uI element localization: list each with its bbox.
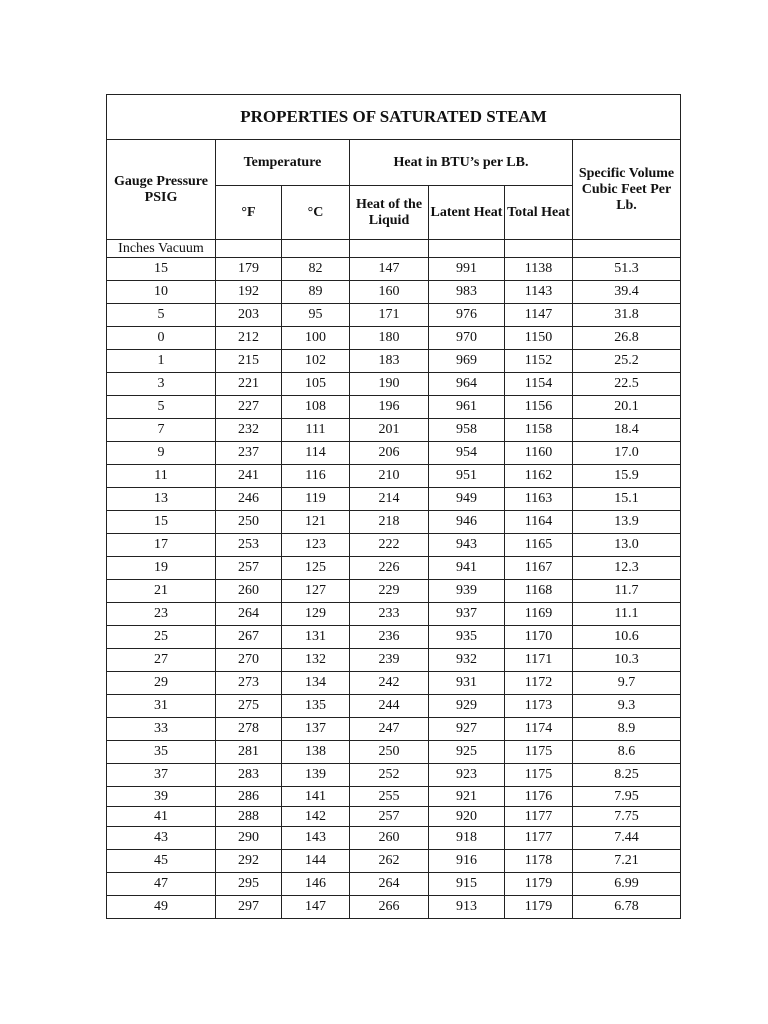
specific-volume-cell: 11.1 (573, 603, 681, 626)
latent-heat-cell: 961 (429, 396, 505, 419)
latent-heat-cell: 921 (429, 787, 505, 807)
celsius-header: °C (282, 186, 350, 240)
gauge-pressure-cell: 3 (107, 373, 216, 396)
fahrenheit-header: °F (216, 186, 282, 240)
temp-f-cell: 253 (216, 534, 282, 557)
latent-heat-cell: 946 (429, 511, 505, 534)
temp-f-cell: 292 (216, 850, 282, 873)
total-heat-cell: 1177 (505, 807, 573, 827)
table-row (107, 827, 681, 850)
table-title: PROPERTIES OF SATURATED STEAM (107, 95, 681, 140)
heat-of-liquid-cell: 226 (350, 557, 429, 580)
specific-volume-cell: 7.75 (573, 807, 681, 827)
total-heat-cell: 1179 (505, 873, 573, 896)
table-row (107, 534, 681, 557)
gauge-pressure-cell: 25 (107, 626, 216, 649)
temp-f-cell: 215 (216, 350, 282, 373)
table-row (107, 718, 681, 741)
total-heat-cell: 1167 (505, 557, 573, 580)
table-row (107, 764, 681, 787)
latent-heat-cell: 931 (429, 672, 505, 695)
temp-c-cell: 95 (282, 304, 350, 327)
latent-heat-cell: 913 (429, 896, 505, 919)
specific-volume-cell: 15.9 (573, 465, 681, 488)
latent-heat-cell: 976 (429, 304, 505, 327)
gauge-pressure-cell: 1 (107, 350, 216, 373)
total-heat-cell: 1138 (505, 258, 573, 281)
temp-c-cell: 141 (282, 787, 350, 807)
gauge-pressure-cell: 47 (107, 873, 216, 896)
temp-c-cell: 89 (282, 281, 350, 304)
temp-f-cell: 270 (216, 649, 282, 672)
temp-c-cell: 125 (282, 557, 350, 580)
table-row (107, 787, 681, 807)
heat-of-liquid-cell: 222 (350, 534, 429, 557)
heat-of-liquid-cell: 214 (350, 488, 429, 511)
latent-heat-cell: 964 (429, 373, 505, 396)
total-heat-cell: 1175 (505, 764, 573, 787)
specific-volume-cell: 7.95 (573, 787, 681, 807)
temp-c-cell: 138 (282, 741, 350, 764)
temp-c-cell: 142 (282, 807, 350, 827)
heat-of-liquid-cell: 201 (350, 419, 429, 442)
temp-f-cell: 288 (216, 807, 282, 827)
table-row (107, 511, 681, 534)
latent-heat-cell: 916 (429, 850, 505, 873)
latent-heat-header: Latent Heat (429, 186, 505, 240)
temp-f-cell: 250 (216, 511, 282, 534)
temp-c-cell: 137 (282, 718, 350, 741)
heat-of-liquid-cell: 262 (350, 850, 429, 873)
temperature-header: Temperature (216, 140, 350, 186)
latent-heat-cell: 969 (429, 350, 505, 373)
total-heat-cell: 1150 (505, 327, 573, 350)
heat-of-liquid-cell: 160 (350, 281, 429, 304)
temp-f-cell: 267 (216, 626, 282, 649)
gauge-pressure-cell: 23 (107, 603, 216, 626)
gauge-pressure-cell: 10 (107, 281, 216, 304)
gauge-pressure-cell: 27 (107, 649, 216, 672)
gauge-pressure-cell: 13 (107, 488, 216, 511)
gauge-pressure-cell: 11 (107, 465, 216, 488)
total-heat-cell: 1163 (505, 488, 573, 511)
total-heat-cell: 1177 (505, 827, 573, 850)
latent-heat-cell: 927 (429, 718, 505, 741)
table-row (107, 258, 681, 281)
heat-of-liquid-cell: 257 (350, 807, 429, 827)
total-heat-cell: 1172 (505, 672, 573, 695)
specific-volume-cell: 22.5 (573, 373, 681, 396)
heat-of-liquid-cell: 255 (350, 787, 429, 807)
latent-heat-cell: 951 (429, 465, 505, 488)
temp-c-cell: 132 (282, 649, 350, 672)
total-heat-cell: 1171 (505, 649, 573, 672)
specific-volume-cell: 25.2 (573, 350, 681, 373)
heat-of-liquid-cell: 229 (350, 580, 429, 603)
total-heat-cell: 1169 (505, 603, 573, 626)
latent-heat-cell: 983 (429, 281, 505, 304)
temp-f-cell: 278 (216, 718, 282, 741)
temp-c-cell: 111 (282, 419, 350, 442)
temp-f-cell: 260 (216, 580, 282, 603)
heat-of-liquid-cell: 147 (350, 258, 429, 281)
saturated-steam-table (106, 94, 681, 919)
temp-c-cell: 108 (282, 396, 350, 419)
total-heat-header: Total Heat (505, 186, 573, 240)
total-heat-cell: 1164 (505, 511, 573, 534)
table-row (107, 419, 681, 442)
table-row (107, 488, 681, 511)
table-row (107, 896, 681, 919)
table-row (107, 281, 681, 304)
temp-c-cell: 114 (282, 442, 350, 465)
temp-c-cell: 119 (282, 488, 350, 511)
gauge-pressure-cell: 49 (107, 896, 216, 919)
specific-volume-cell: 6.78 (573, 896, 681, 919)
specific-volume-header: Specific Volume Cubic Feet Per Lb. (573, 140, 681, 240)
temp-f-cell: 273 (216, 672, 282, 695)
specific-volume-cell: 11.7 (573, 580, 681, 603)
total-heat-cell: 1168 (505, 580, 573, 603)
total-heat-cell: 1174 (505, 718, 573, 741)
total-heat-cell: 1162 (505, 465, 573, 488)
specific-volume-cell: 51.3 (573, 258, 681, 281)
specific-volume-cell: 20.1 (573, 396, 681, 419)
heat-of-liquid-cell: 242 (350, 672, 429, 695)
gauge-pressure-cell: 29 (107, 672, 216, 695)
specific-volume-cell: 15.1 (573, 488, 681, 511)
heat-of-liquid-cell: 233 (350, 603, 429, 626)
heat-of-liquid-cell: 210 (350, 465, 429, 488)
total-heat-cell: 1156 (505, 396, 573, 419)
temp-c-cell: 146 (282, 873, 350, 896)
table-row (107, 672, 681, 695)
specific-volume-cell: 7.44 (573, 827, 681, 850)
temp-f-cell: 297 (216, 896, 282, 919)
total-heat-cell: 1160 (505, 442, 573, 465)
temp-c-cell: 82 (282, 258, 350, 281)
heat-of-liquid-cell: 196 (350, 396, 429, 419)
gauge-pressure-cell: 19 (107, 557, 216, 580)
temp-f-cell: 281 (216, 741, 282, 764)
table-row (107, 465, 681, 488)
table-row (107, 442, 681, 465)
temp-c-cell: 134 (282, 672, 350, 695)
heat-of-liquid-cell: 266 (350, 896, 429, 919)
gauge-pressure-header: Gauge Pressure PSIG (107, 140, 216, 240)
temp-c-cell: 127 (282, 580, 350, 603)
temp-c-cell: 131 (282, 626, 350, 649)
gauge-pressure-cell: 37 (107, 764, 216, 787)
specific-volume-cell: 9.3 (573, 695, 681, 718)
table-row (107, 850, 681, 873)
total-heat-cell: 1178 (505, 850, 573, 873)
temp-c-cell: 100 (282, 327, 350, 350)
latent-heat-cell: 929 (429, 695, 505, 718)
gauge-pressure-cell: 7 (107, 419, 216, 442)
table-row (107, 807, 681, 827)
total-heat-cell: 1170 (505, 626, 573, 649)
temp-f-cell: 290 (216, 827, 282, 850)
specific-volume-cell: 12.3 (573, 557, 681, 580)
temp-f-cell: 283 (216, 764, 282, 787)
specific-volume-cell: 10.3 (573, 649, 681, 672)
heat-of-liquid-cell: 239 (350, 649, 429, 672)
table-row (107, 557, 681, 580)
gauge-pressure-cell: 21 (107, 580, 216, 603)
temp-c-cell: 105 (282, 373, 350, 396)
heat-of-liquid-cell: 236 (350, 626, 429, 649)
gauge-pressure-cell: 35 (107, 741, 216, 764)
heat-of-liquid-cell: 250 (350, 741, 429, 764)
heat-of-liquid-header: Heat of the Liquid (350, 186, 429, 240)
specific-volume-cell: 18.4 (573, 419, 681, 442)
heat-of-liquid-cell: 190 (350, 373, 429, 396)
table-row (107, 741, 681, 764)
latent-heat-cell: 923 (429, 764, 505, 787)
temp-f-cell: 227 (216, 396, 282, 419)
table-row (107, 304, 681, 327)
temp-f-cell: 264 (216, 603, 282, 626)
title-row (107, 95, 681, 140)
total-heat-cell: 1173 (505, 695, 573, 718)
gauge-pressure-cell: 0 (107, 327, 216, 350)
total-heat-cell: 1154 (505, 373, 573, 396)
total-heat-cell: 1147 (505, 304, 573, 327)
total-heat-cell: 1176 (505, 787, 573, 807)
latent-heat-cell: 939 (429, 580, 505, 603)
specific-volume-cell: 6.99 (573, 873, 681, 896)
vacuum-label-row (107, 240, 681, 258)
temp-c-cell: 129 (282, 603, 350, 626)
gauge-pressure-cell: 43 (107, 827, 216, 850)
latent-heat-cell: 991 (429, 258, 505, 281)
specific-volume-cell: 13.0 (573, 534, 681, 557)
gauge-pressure-cell: 31 (107, 695, 216, 718)
temp-c-cell: 143 (282, 827, 350, 850)
latent-heat-cell: 920 (429, 807, 505, 827)
header-row-1 (107, 140, 681, 186)
heat-of-liquid-cell: 264 (350, 873, 429, 896)
gauge-pressure-cell: 39 (107, 787, 216, 807)
gauge-pressure-cell: 41 (107, 807, 216, 827)
specific-volume-cell: 26.8 (573, 327, 681, 350)
heat-of-liquid-cell: 180 (350, 327, 429, 350)
table-row (107, 396, 681, 419)
temp-c-cell: 121 (282, 511, 350, 534)
specific-volume-cell: 8.9 (573, 718, 681, 741)
heat-of-liquid-cell: 171 (350, 304, 429, 327)
heat-of-liquid-cell: 218 (350, 511, 429, 534)
specific-volume-cell: 8.25 (573, 764, 681, 787)
temp-f-cell: 257 (216, 557, 282, 580)
latent-heat-cell: 970 (429, 327, 505, 350)
latent-heat-cell: 932 (429, 649, 505, 672)
vacuum-label: Inches Vacuum (107, 240, 216, 258)
table-row (107, 350, 681, 373)
temp-c-cell: 116 (282, 465, 350, 488)
gauge-pressure-cell: 5 (107, 304, 216, 327)
table-row (107, 626, 681, 649)
specific-volume-cell: 31.8 (573, 304, 681, 327)
temp-f-cell: 179 (216, 258, 282, 281)
specific-volume-cell: 13.9 (573, 511, 681, 534)
heat-group-header: Heat in BTU’s per LB. (350, 140, 573, 186)
gauge-pressure-cell: 15 (107, 258, 216, 281)
table-row (107, 327, 681, 350)
temp-c-cell: 135 (282, 695, 350, 718)
latent-heat-cell: 937 (429, 603, 505, 626)
temp-c-cell: 144 (282, 850, 350, 873)
temp-c-cell: 139 (282, 764, 350, 787)
latent-heat-cell: 915 (429, 873, 505, 896)
table-row (107, 873, 681, 896)
temp-f-cell: 221 (216, 373, 282, 396)
heat-of-liquid-cell: 260 (350, 827, 429, 850)
temp-f-cell: 241 (216, 465, 282, 488)
heat-of-liquid-cell: 206 (350, 442, 429, 465)
heat-of-liquid-cell: 247 (350, 718, 429, 741)
temp-f-cell: 237 (216, 442, 282, 465)
total-heat-cell: 1179 (505, 896, 573, 919)
heat-of-liquid-cell: 183 (350, 350, 429, 373)
total-heat-cell: 1143 (505, 281, 573, 304)
table-row (107, 580, 681, 603)
table-body (107, 258, 681, 919)
total-heat-cell: 1158 (505, 419, 573, 442)
total-heat-cell: 1165 (505, 534, 573, 557)
total-heat-cell: 1152 (505, 350, 573, 373)
temp-c-cell: 147 (282, 896, 350, 919)
latent-heat-cell: 949 (429, 488, 505, 511)
latent-heat-cell: 943 (429, 534, 505, 557)
gauge-pressure-cell: 17 (107, 534, 216, 557)
gauge-pressure-cell: 15 (107, 511, 216, 534)
temp-c-cell: 102 (282, 350, 350, 373)
specific-volume-cell: 9.7 (573, 672, 681, 695)
heat-of-liquid-cell: 252 (350, 764, 429, 787)
temp-f-cell: 192 (216, 281, 282, 304)
latent-heat-cell: 918 (429, 827, 505, 850)
table-row (107, 603, 681, 626)
latent-heat-cell: 954 (429, 442, 505, 465)
latent-heat-cell: 941 (429, 557, 505, 580)
latent-heat-cell: 935 (429, 626, 505, 649)
temp-f-cell: 212 (216, 327, 282, 350)
gauge-pressure-cell: 9 (107, 442, 216, 465)
temp-f-cell: 246 (216, 488, 282, 511)
gauge-pressure-cell: 5 (107, 396, 216, 419)
temp-c-cell: 123 (282, 534, 350, 557)
temp-f-cell: 286 (216, 787, 282, 807)
specific-volume-cell: 8.6 (573, 741, 681, 764)
temp-f-cell: 295 (216, 873, 282, 896)
specific-volume-cell: 39.4 (573, 281, 681, 304)
gauge-pressure-cell: 45 (107, 850, 216, 873)
latent-heat-cell: 925 (429, 741, 505, 764)
total-heat-cell: 1175 (505, 741, 573, 764)
table-row (107, 695, 681, 718)
specific-volume-cell: 10.6 (573, 626, 681, 649)
specific-volume-cell: 17.0 (573, 442, 681, 465)
table-row (107, 373, 681, 396)
table-row (107, 649, 681, 672)
heat-of-liquid-cell: 244 (350, 695, 429, 718)
temp-f-cell: 275 (216, 695, 282, 718)
latent-heat-cell: 958 (429, 419, 505, 442)
temp-f-cell: 203 (216, 304, 282, 327)
gauge-pressure-cell: 33 (107, 718, 216, 741)
specific-volume-cell: 7.21 (573, 850, 681, 873)
temp-f-cell: 232 (216, 419, 282, 442)
